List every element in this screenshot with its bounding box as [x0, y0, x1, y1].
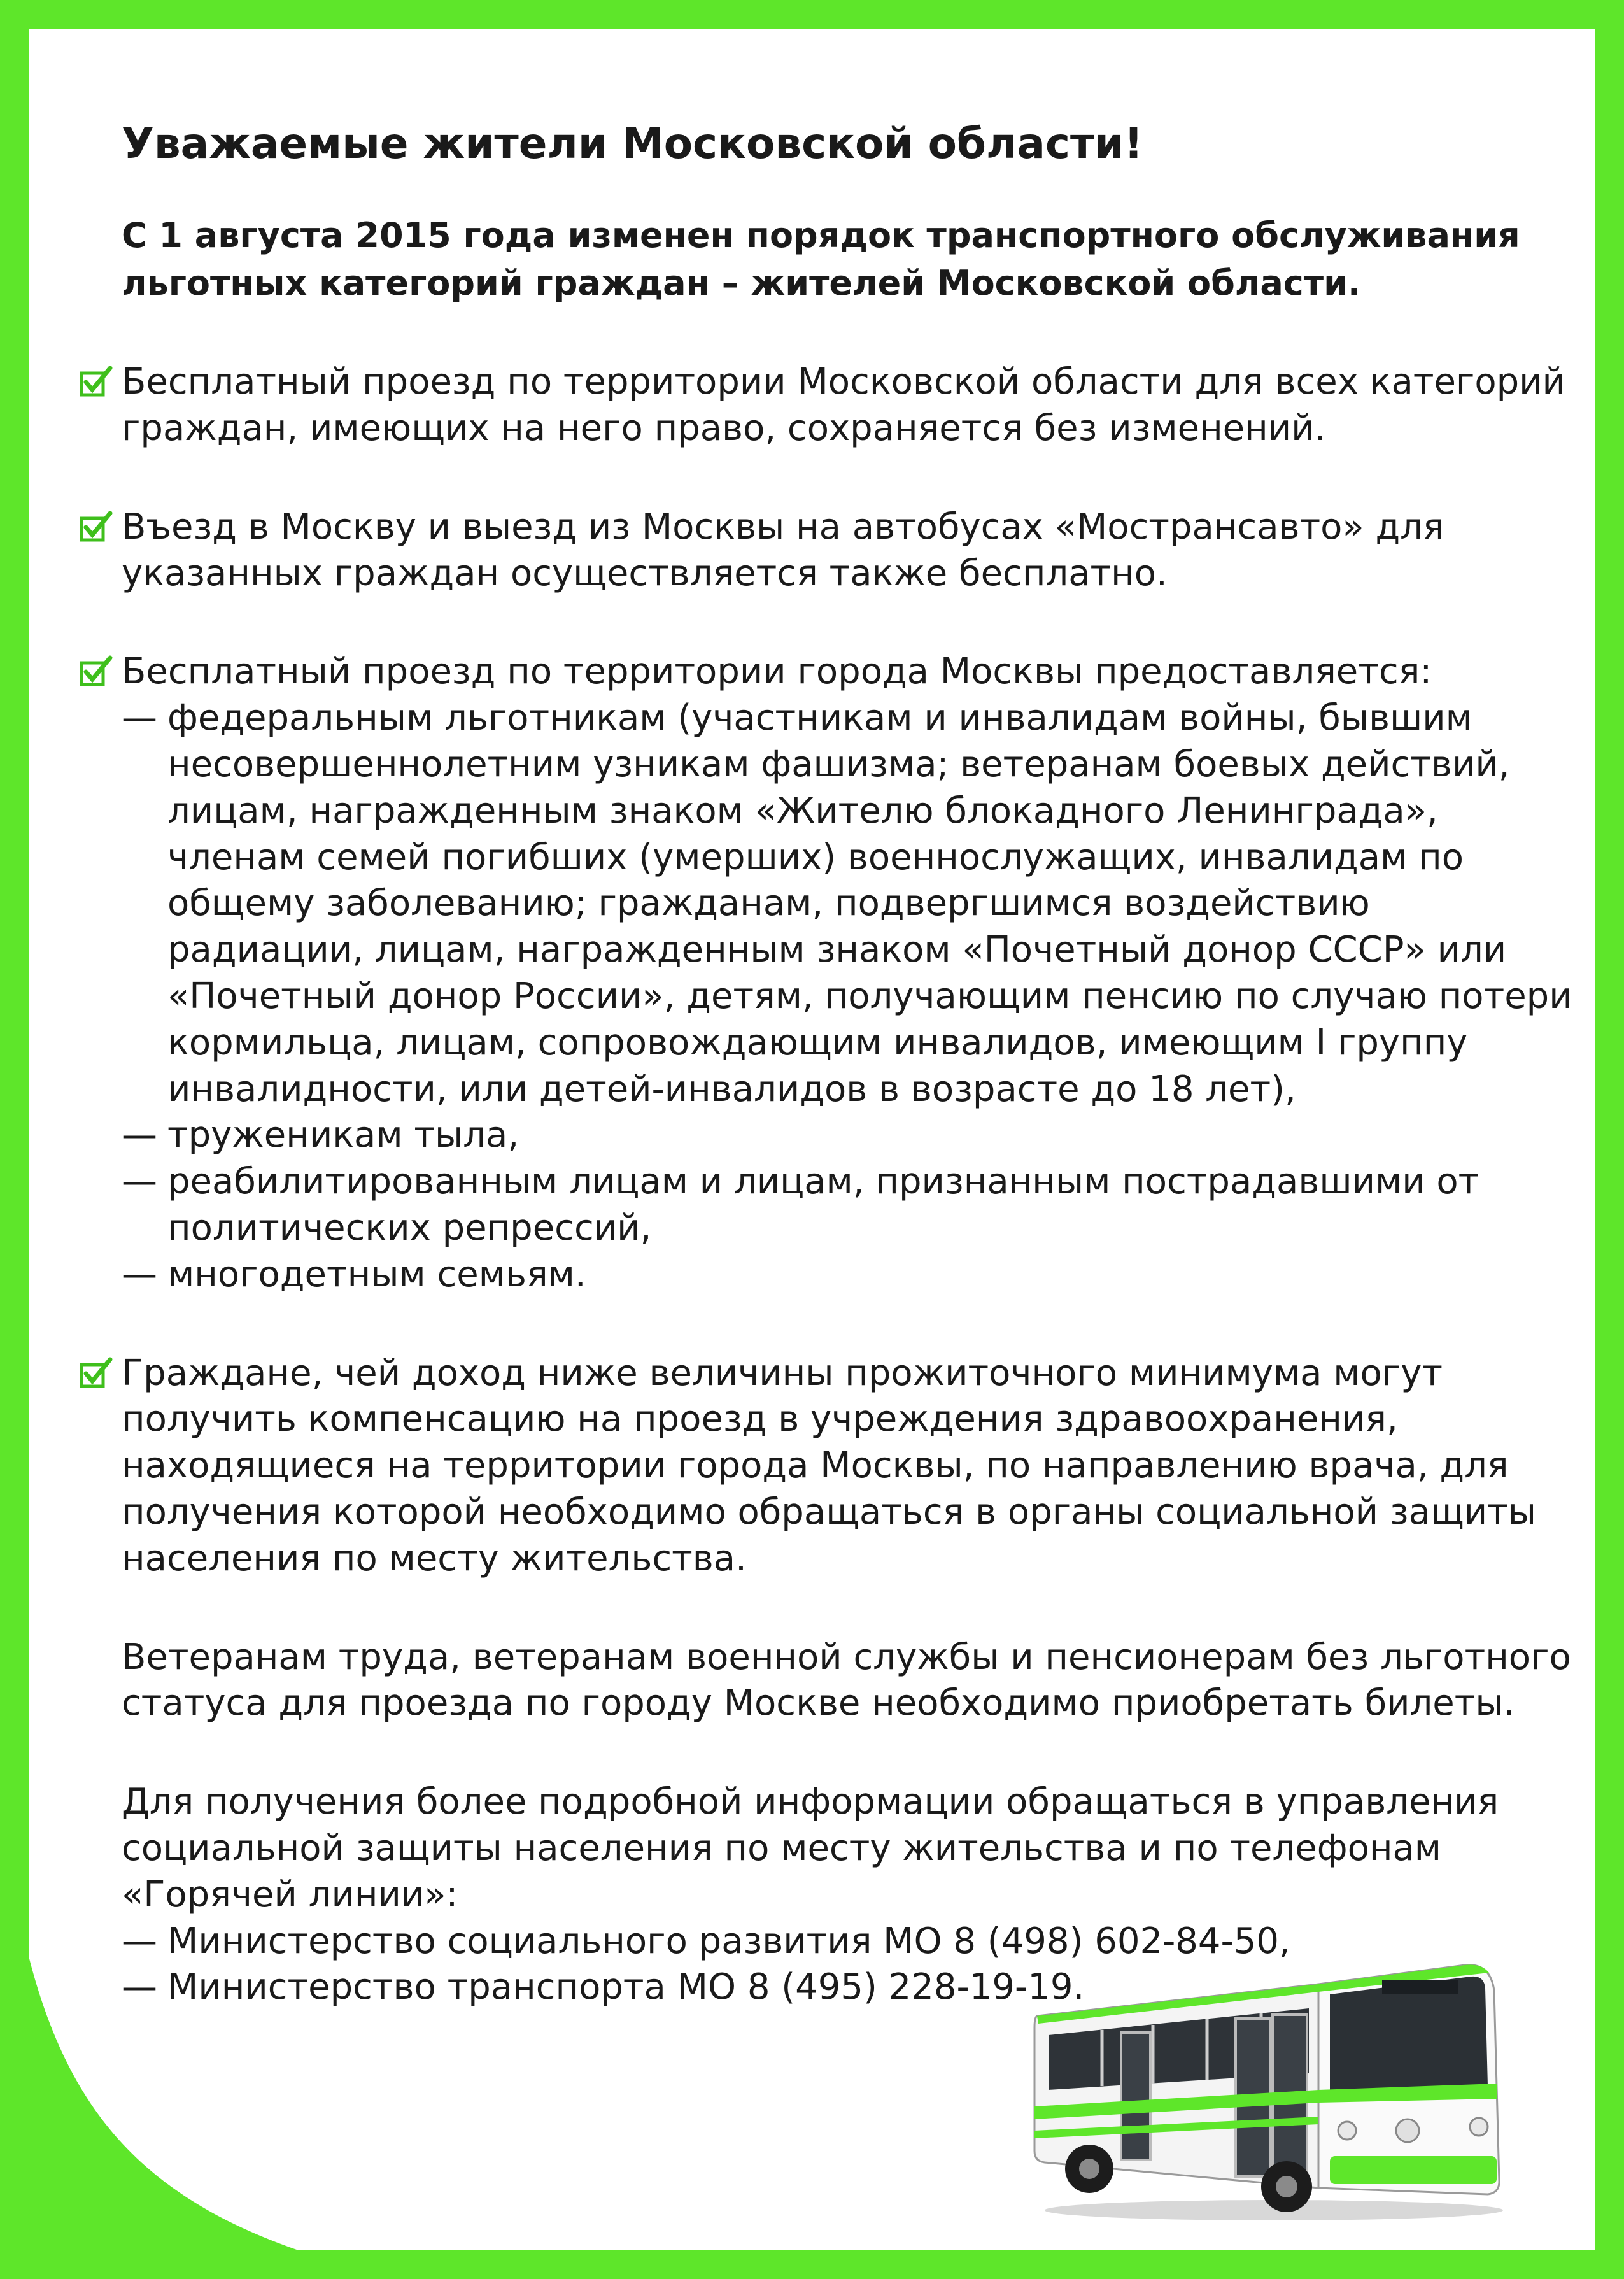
dash-marker: — [122, 697, 157, 739]
list-item [122, 359, 1573, 452]
sub-item [122, 1159, 1573, 1252]
lead-text: С 1 августа 2015 года изменен порядок транспортного обслуживания льготных категорий граждан – жителей Московской области. [122, 215, 1520, 303]
bus-icon [1026, 1940, 1509, 2226]
check-icon [80, 366, 113, 397]
check-icon [80, 1357, 113, 1389]
list-item-text: Бесплатный проезд по территории Московской области для всех категорий граждан, имеющих на него право, сохраняется без изменений. [122, 361, 1565, 450]
list-item-text: Граждане, чей доход ниже величины прожиточного минимума могут получить компенсацию на проезд в учреждения здравоохранения, находящиеся на территории города Москвы, по направлению врача, для получения которой необходимо обращаться в органы социальной защиты населения по месту жительства. [122, 1352, 1536, 1579]
dash-marker: — [122, 1966, 157, 2008]
contact-intro: Для получения более подробной информации обращаться в управления социальной защиты населения по месту жительства и по телефонам «Горячей линии»: [122, 1781, 1499, 1915]
sub-item [122, 695, 1573, 1112]
list-item [122, 649, 1573, 1298]
dash-marker: — [122, 1161, 157, 1203]
dash-marker: — [122, 1920, 157, 1962]
sub-item-text: труженикам тыла, [167, 1114, 519, 1156]
dash-marker: — [122, 1253, 157, 1295]
poster-content [122, 93, 1573, 2011]
contact-text: Министерство социального развития МО 8 (498) 602-84-50, [167, 1920, 1290, 1962]
check-icon [80, 511, 113, 543]
list-item-text: Бесплатный проезд по территории города Москвы предоставляется: [122, 651, 1432, 693]
list-item [122, 504, 1573, 597]
sub-item [122, 1112, 1573, 1159]
poster [29, 29, 1595, 2250]
list-item-text: Въезд в Москву и выезд из Москвы на автобусах «Мострансавто» для указанных граждан осуществляется также бесплатно. [122, 506, 1444, 594]
sub-item-text: реабилитированным лицам и лицам, признанным пострадавшими от политических репрессий, [167, 1161, 1479, 1249]
dash-marker: — [122, 1114, 157, 1156]
sub-item [122, 1252, 1573, 1298]
page-title: Уважаемые жители Московской области! [122, 119, 1143, 168]
list-item [122, 1351, 1573, 1582]
check-icon [80, 655, 113, 687]
sub-item-text: федеральным льготникам (участникам и инвалидам войны, бывшим несовершеннолетним узникам фашизма; ветеранам боевых действий, лицам, награжденным знаком «Жителю блокадного Ленинграда», членам семей погибших (умерших) военнослужащих, инвалидам по общему заболеванию; гражданам, подвергшимся воздействию радиации, лицам, награжденным знаком «Почетный донор СССР» или «Почетный донор России», детям, получающим пенсию по случаю потери кормильца, лицам, сопровождающим инвалидов, имеющим I группу инвалидности, или детей-инвалидов в возрасте до 18 лет), [167, 697, 1572, 1110]
contact-text: Министерство транспорта МО 8 (495) 228-19-19. [167, 1966, 1085, 2008]
sub-item-text: многодетным семьям. [167, 1253, 586, 1295]
info-paragraph: Ветеранам труда, ветеранам военной службы и пенсионерам без льготного статуса для проезда по городу Москве необходимо приобретать билеты. [122, 1636, 1571, 1724]
